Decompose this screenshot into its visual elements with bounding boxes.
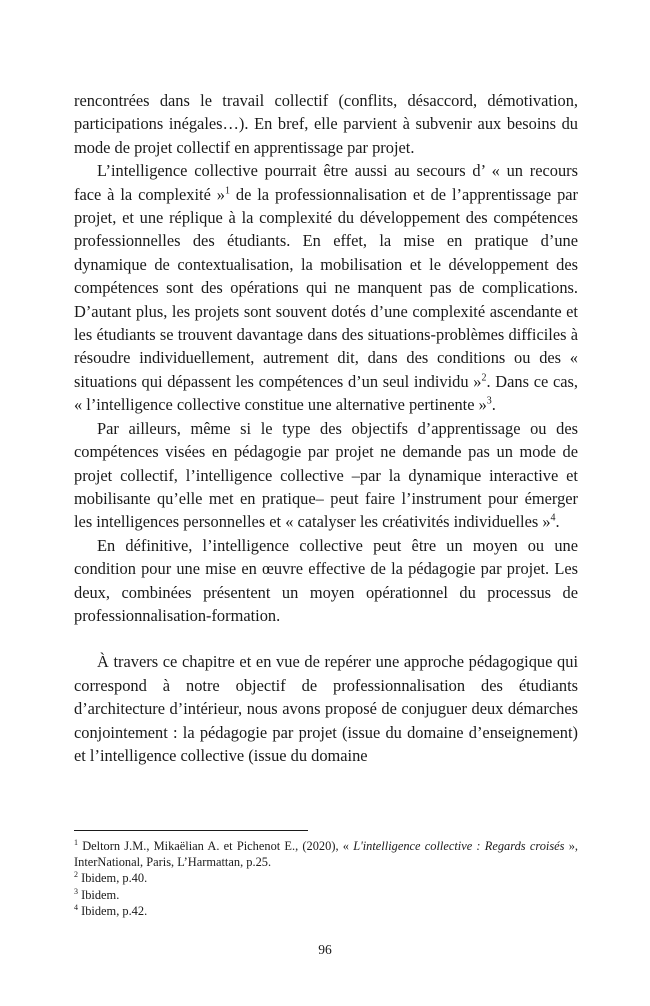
footnote-ref-4[interactable]: 4 (550, 512, 556, 524)
footnote-1 (74, 838, 578, 870)
paragraph-1-text: rencontrées dans le travail collectif (conflits, désaccord, démotivation, participations inégales…). En bref, elle parvient à subvenir aux besoins du mode de projet collectif en apprentissage par projet. (74, 91, 578, 157)
footnote-2-number: 2 (74, 870, 78, 880)
paragraph-2-text-a: L’intelligence collective pourrait être aussi au secours d’ « un recours face à la complexité » (74, 161, 578, 204)
paragraph-2-text-b: de la professionnalisation et de l’apprentissage par projet, et une réplique à la complexité du développement des compétences professionnelles des étudiants. En effet, la mise en pratique d’une dynamique de contextualisation, la mobilisation et le développement des compétences sont des opérations qui ne manquent pas de complications. D’autant plus, les projets sont souvent dotés d’une complexité ascendante et les étudiants se trouvent davantage dans des situations-problèmes difficiles à résoudre individuellement, autrement dit, dans des conditions ou des « situations qui dépassent les compétences d’un seul individu » (74, 184, 578, 391)
paragraph-3 (74, 417, 578, 534)
paragraph-3-text-b: . (555, 512, 560, 532)
body-text (74, 89, 578, 767)
paragraph-4 (74, 534, 578, 628)
footnote-1-text-b: », InterNational, Paris, L’Harmattan, p.25. (74, 839, 578, 870)
paragraph-2-text-d: . (491, 395, 496, 415)
paragraph-gap (74, 627, 578, 650)
footnote-4 (74, 903, 578, 919)
paragraph-2-text-c: . Dans ce cas, « l’intelligence collective constitue une alternative pertinente » (74, 371, 578, 415)
footnote-ref-2[interactable]: 2 (481, 372, 487, 384)
page-number: 96 (318, 942, 332, 957)
paragraph-4-text: En définitive, l’intelligence collective peut être un moyen ou une condition pour une mise en œuvre effective de la pédagogie par projet. Les deux, combinées présentent un moyen opérationnel du processus de professionnalisation-formation. (74, 535, 578, 625)
footnote-1-title: L'intelligence collective : Regards croisés (353, 839, 565, 853)
footnote-4-number: 4 (74, 902, 78, 912)
footnote-4-text: Ibidem, p.42. (78, 903, 148, 918)
footnote-3 (74, 887, 578, 903)
paragraph-1 (74, 89, 578, 159)
paragraph-5 (74, 650, 578, 767)
footnote-ref-3[interactable]: 3 (486, 395, 492, 407)
paragraph-3-text-a: Par ailleurs, même si le type des objectifs d’apprentissage ou des compétences visées en pédagogie par projet ne demande pas un mode de projet collectif, l’intelligence collective –par la dynamique interactive et mobilisante qu’elle met en pratique– peut faire l’instrument pour émerger les intelligences personnelles et « catalyser les créativités individuelles » (74, 418, 578, 532)
footnote-3-text: Ibidem. (78, 887, 120, 902)
footnotes (74, 838, 578, 919)
footnote-2 (74, 870, 578, 886)
footnote-ref-1[interactable]: 1 (224, 185, 230, 197)
paragraph-5-text: À travers ce chapitre et en vue de repérer une approche pédagogique qui correspond à notre objectif de professionnalisation des étudiants d’architecture d’intérieur, nous avons proposé de conjuguer deux démarches conjointement : la pédagogie par projet (issue du domaine d’enseignement) et l’intelligence collective (issue du domaine (74, 652, 578, 765)
footnote-1-number: 1 (74, 837, 78, 847)
footnote-3-number: 3 (74, 886, 78, 896)
footnote-1-text-a: Deltorn J.M., Mikaëlian A. et Pichenot E., (2020), « (78, 839, 354, 853)
footnote-2-text: Ibidem, p.40. (78, 871, 148, 886)
paragraph-2 (74, 159, 578, 416)
footnote-separator (74, 830, 308, 831)
